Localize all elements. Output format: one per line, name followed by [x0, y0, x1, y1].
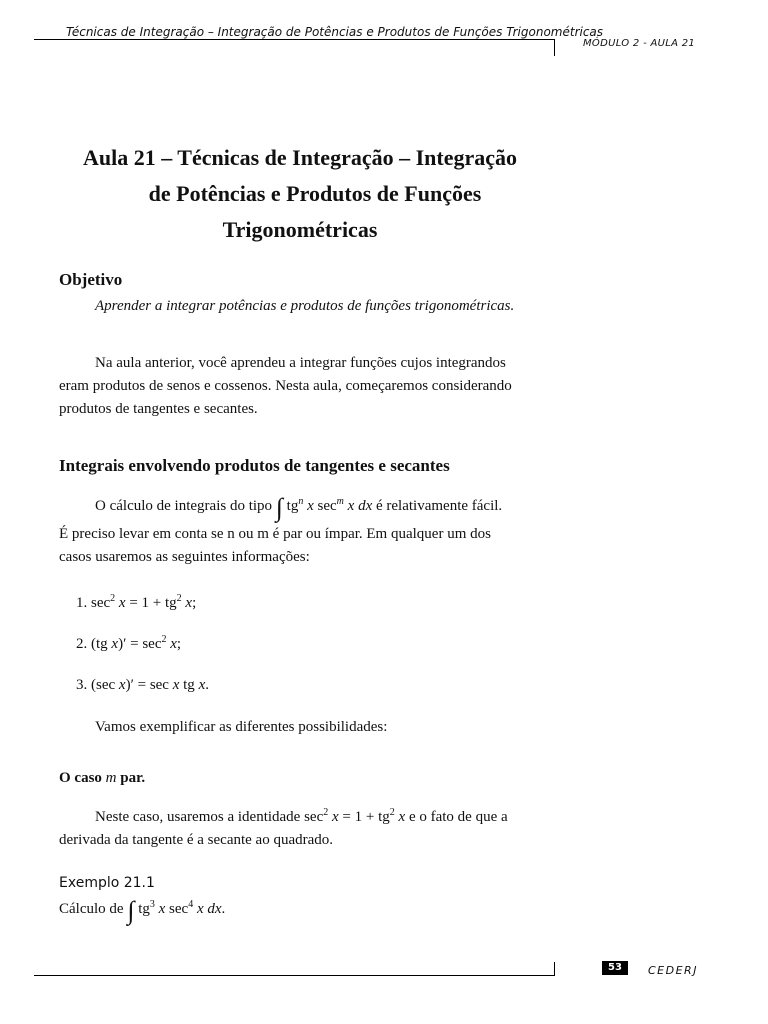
section-line-2: É preciso levar em conta se n ou m é par ou ímpar. Em qualquer um dos — [59, 526, 491, 542]
list-item-number: 1. — [76, 595, 88, 611]
list-item — [76, 674, 209, 715]
title-line-2: de Potências e Produtos de Funções — [148, 181, 482, 206]
section-heading: Integrais envolvendo produtos de tangentes e secantes — [59, 456, 450, 475]
case-heading — [59, 770, 145, 787]
case-paragraph — [59, 806, 554, 852]
section-text-before-integral: O cálculo de integrais do tipo — [95, 498, 273, 514]
case-line-1 — [59, 806, 554, 829]
example-label: Exemplo 21.1 — [59, 875, 155, 891]
case-heading-var: m — [105, 770, 117, 786]
integral-sign: ∫ — [275, 493, 283, 522]
intro-line-3: produtos de tangentes e secantes. — [59, 401, 258, 417]
list-item-formula: $\sec^2 x = 1 + tg^2$ x; — [91, 593, 197, 611]
list-item-number: 3. — [76, 677, 88, 693]
page-title — [40, 140, 560, 248]
section-paragraph — [59, 495, 549, 569]
example-text-before: Cálculo de — [59, 901, 124, 917]
header-rule — [34, 39, 555, 40]
case-heading-suffix: par. — [120, 770, 146, 786]
module-label: MÓDULO 2 - AULA 21 — [583, 38, 696, 49]
integral-sign: ∫ — [127, 896, 135, 925]
example-text — [59, 896, 226, 925]
footer-rule — [34, 975, 555, 976]
objective-heading: Objetivo — [59, 270, 123, 289]
case-text-after: e o fato de que a — [408, 809, 508, 825]
list-item — [76, 633, 209, 674]
case-heading-prefix: O caso — [59, 770, 102, 786]
intro-paragraph — [59, 352, 549, 421]
list-item — [76, 592, 209, 633]
section-text-after-integral: é relativamente fácil. — [375, 498, 503, 514]
objective-text: Aprender a integrar potências e produtos de funções trigonométricas. — [95, 298, 515, 314]
identity-formula: $\sec^2 x = 1 + tg^2$ x — [304, 807, 406, 825]
integrand-formula: $tg^n$ x $\sec^m x$ dx — [286, 496, 373, 514]
intro-line-1: Na aula anterior, você aprendeu a integrar funções cujos integrandos — [95, 355, 506, 371]
section-line-1 — [59, 493, 549, 522]
brand-label: CEDERJ — [648, 964, 698, 977]
example-formula: $tg^3$ x $\sec^4 x$ dx. — [138, 899, 226, 917]
list-item-formula: (tg $x)' = \sec^2 x$; — [91, 634, 182, 652]
section-line-3: casos usaremos as seguintes informações: — [59, 549, 310, 565]
running-title: Técnicas de Integração – Integração de Potências e Produtos de Funções Trigonométricas — [66, 25, 604, 39]
footer-rule-tick — [554, 962, 555, 976]
page-number: 53 — [602, 961, 628, 975]
list-item-formula: (sec x)′ = sec x tg x. — [91, 677, 209, 693]
list-item-number: 2. — [76, 636, 88, 652]
header-rule-tick — [554, 39, 555, 56]
identity-list — [76, 592, 209, 715]
title-line-1: Aula 21 – Técnicas de Integração – Integração — [82, 145, 518, 170]
title-line-3: Trigonométricas — [222, 217, 378, 242]
intro-line-2: eram produtos de senos e cossenos. Nesta aula, começaremos considerando — [59, 378, 512, 394]
case-line-2: derivada da tangente é a secante ao quadrado. — [59, 832, 334, 848]
exemplify-text: Vamos exemplificar as diferentes possibilidades: — [95, 719, 388, 735]
case-text-before: Neste caso, usaremos a identidade — [95, 809, 301, 825]
